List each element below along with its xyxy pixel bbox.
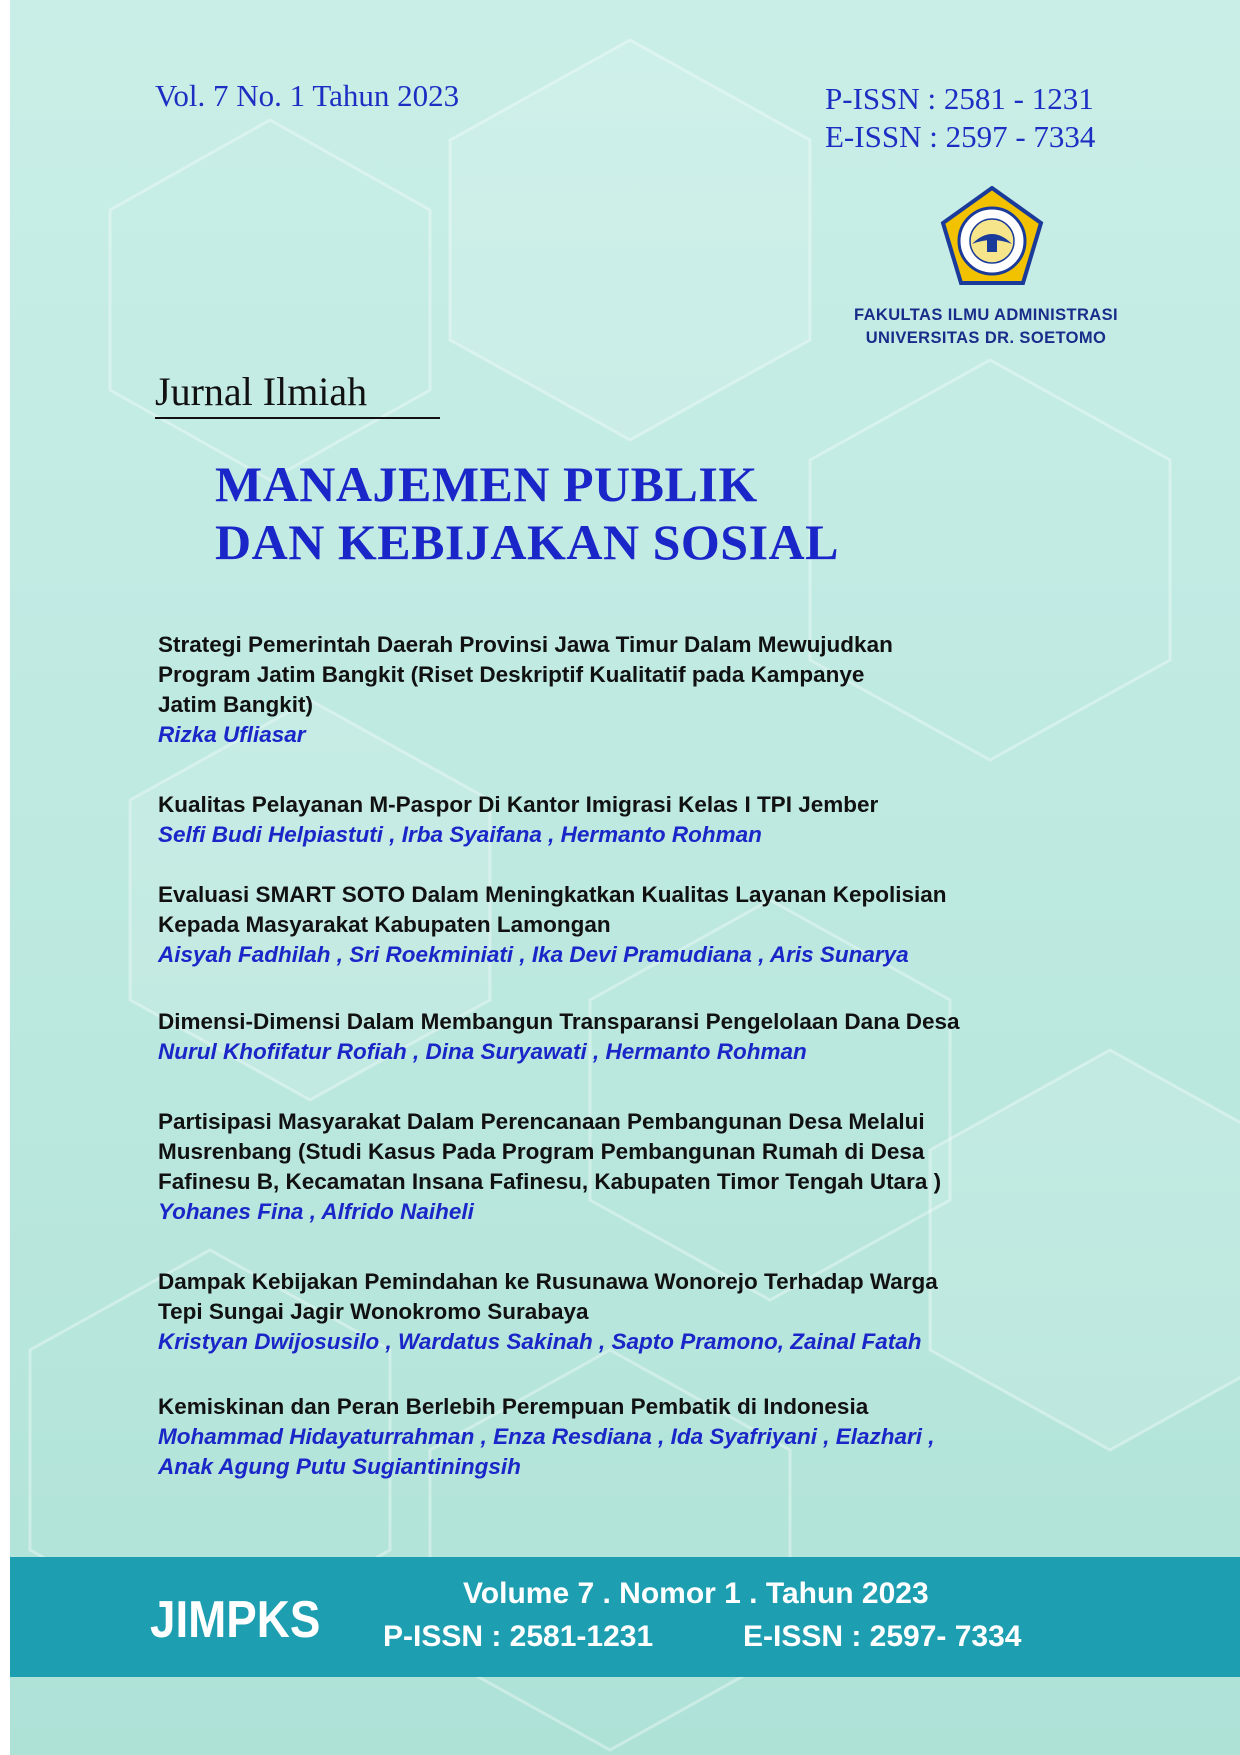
article-authors: Rizka Ufliasar [158,722,306,747]
article-entry [158,1007,1118,1067]
e-issn: E-ISSN : 2597 - 7334 [825,119,1096,154]
article-title-line: Kualitas Pelayanan M-Paspor Di Kantor Imigrasi Kelas I TPI Jember [158,792,879,817]
article-title-line: Kepada Masyarakat Kabupaten Lamongan [158,912,611,937]
journal-label: Jurnal Ilmiah [155,369,368,414]
article-authors: Kristyan Dwijosusilo , Wardatus Sakinah , Sapto Pramono, Zainal Fatah [158,1329,922,1354]
article-title-line: Program Jatim Bangkit (Riset Deskriptif Kualitatif pada Kampanye [158,662,865,687]
band-e-issn: E-ISSN : 2597- 7334 [743,1620,1022,1653]
article-authors: Yohanes Fina , Alfrido Naiheli [158,1199,474,1224]
article-entry [158,880,1118,970]
article-title-line: Partisipasi Masyarakat Dalam Perencanaan Pembangunan Desa Melalui [158,1109,925,1134]
journal-title-line: DAN KEBIJAKAN SOSIAL [215,514,840,570]
article-entry [158,1107,1118,1227]
journal-acronym: JIMPKS [150,1591,321,1649]
article-title-line: Strategi Pemerintah Daerah Provinsi Jawa Timur Dalam Mewujudkan [158,632,893,657]
article-entry [158,1267,1118,1357]
article-title-line: Kemiskinan dan Peran Berlebih Perempuan Pembatik di Indonesia [158,1394,869,1419]
article-title-line: Jatim Bangkit) [158,692,314,717]
article-authors: Anak Agung Putu Sugiantiningsih [158,1454,521,1479]
faculty-name [826,304,1146,350]
journal-label-underline [155,417,440,419]
article-title-line: Fafinesu B, Kecamatan Insana Fafinesu, Kabupaten Timor Tengah Utara ) [158,1169,942,1194]
article-title-line: Evaluasi SMART SOTO Dalam Meningkatkan Kualitas Layanan Kepolisian [158,882,947,907]
band-p-issn: P-ISSN : 2581-1231 [383,1620,654,1653]
article-authors: Mohammad Hidayaturrahman , Enza Resdiana , Ida Syafriyani , Elazhari , [158,1424,935,1449]
volume-issue-label: Vol. 7 No. 1 Tahun 2023 [155,78,460,113]
faculty-line: FAKULTAS ILMU ADMINISTRASI [854,306,1118,324]
journal-title [215,455,839,571]
university-line: UNIVERSITAS DR. SOETOMO [865,329,1107,347]
article-entry [158,1392,1118,1482]
article-authors: Aisyah Fadhilah , Sri Roekminiati , Ika Devi Pramudiana , Aris Sunarya [158,942,909,967]
journal-title-line: MANAJEMEN PUBLIK [215,456,758,512]
article-title-line: Dimensi-Dimensi Dalam Membangun Transparansi Pengelolaan Dana Desa [158,1009,960,1034]
university-seal-icon [937,186,1047,290]
band-volume-info: Volume 7 . Nomor 1 . Tahun 2023 [463,1577,929,1610]
issn-block [825,80,1095,156]
article-authors: Nurul Khofifatur Rofiah , Dina Suryawati , Hermanto Rohman [158,1039,807,1064]
journal-cover [10,0,1240,1755]
article-authors: Selfi Budi Helpiastuti , Irba Syaifana , Hermanto Rohman [158,822,762,847]
article-entry [158,790,1118,850]
hexagon-background-pattern [10,0,1240,1755]
p-issn: P-ISSN : 2581 - 1231 [825,81,1094,116]
article-title-line: Tepi Sungai Jagir Wonokromo Surabaya [158,1299,589,1324]
article-title-line: Musrenbang (Studi Kasus Pada Program Pembangunan Rumah di Desa [158,1139,925,1164]
article-title-line: Dampak Kebijakan Pemindahan ke Rusunawa Wonorejo Terhadap Warga [158,1269,938,1294]
article-entry [158,630,1118,750]
